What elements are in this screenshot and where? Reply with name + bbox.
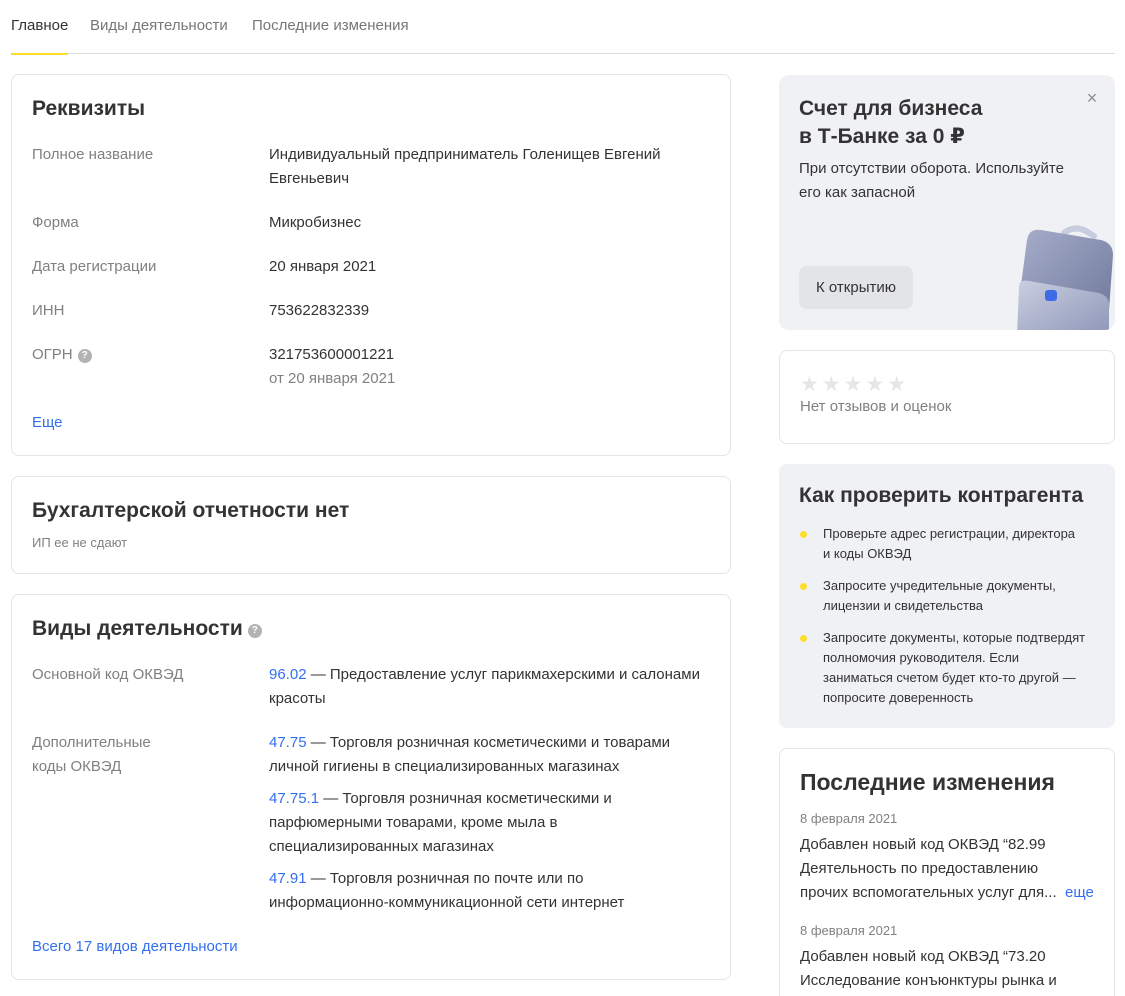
change-text-line: Исследование конъюнктуры рынка и	[800, 972, 1057, 989]
check-item-text: Проверьте адрес регистрации, директора	[823, 526, 1076, 541]
requisites-title: Реквизиты	[32, 97, 146, 120]
accounting-subtitle: ИП ее не сдают	[32, 535, 128, 550]
main-okved-value	[269, 663, 714, 711]
change-text-line: Деятельность по предоставлению	[800, 860, 1039, 877]
okved-code-link[interactable]: 47.91	[269, 870, 307, 887]
full-name-line-1: Индивидуальный предприниматель Голенищев Евгений	[269, 146, 661, 163]
change-text-line: Добавлен новый код ОКВЭД “82.99	[800, 836, 1046, 853]
okved-description: — Торговля розничная по почте или по	[310, 870, 584, 887]
bullet-icon	[800, 583, 807, 590]
tab-main[interactable]: Главное	[11, 17, 68, 54]
check-item-text: Запросите документы, которые подтвердят	[823, 630, 1086, 645]
change-date: 8 февраля 2021	[800, 811, 898, 826]
changes-title: Последние изменения	[800, 769, 1055, 795]
check-item-text: попросите доверенность	[823, 690, 974, 705]
okved-description: красоты	[269, 690, 326, 707]
okved-code-link[interactable]: 96.02	[269, 666, 307, 683]
extra-okved-item	[269, 731, 714, 779]
change-text	[800, 945, 1100, 993]
inn-label: ИНН	[32, 302, 65, 319]
registration-date-value: 20 января 2021	[269, 258, 377, 275]
form-label: Форма	[32, 214, 79, 231]
check-title: Как проверить контрагента	[799, 484, 1084, 507]
check-item-text: заниматься счетом будет кто-то другой —	[823, 670, 1076, 685]
full-name-line-2: Евгеньевич	[269, 170, 350, 187]
check-item-text: Запросите учредительные документы,	[823, 578, 1056, 593]
ogrn-date: от 20 января 2021	[269, 370, 396, 387]
change-text-line: прочих вспомогательных услуг для...	[800, 884, 1057, 901]
okved-description: парфюмерными товарами, кроме мыла в	[269, 814, 558, 831]
more-link[interactable]: Еще	[32, 414, 63, 431]
tab-changes[interactable]: Последние изменения	[252, 17, 409, 34]
tab-bar	[11, 0, 1115, 54]
okved-code-link[interactable]: 47.75	[269, 734, 307, 751]
activities-card	[11, 594, 731, 980]
rating-stars[interactable]: ★★★★★	[800, 373, 910, 396]
okved-description: информационно-коммуникационной сети интернет	[269, 894, 625, 911]
promo-title-line-2: в Т-Банке за 0 ₽	[799, 125, 965, 148]
question-icon[interactable]: ?	[248, 624, 262, 638]
extra-okved-label	[32, 731, 151, 779]
ogrn-label-wrap	[32, 343, 92, 367]
accounting-card	[11, 476, 731, 574]
check-contractor-card	[779, 464, 1115, 728]
okved-description: личной гигиены в специализированных магазинах	[269, 758, 620, 775]
bullet-icon	[800, 635, 807, 642]
promo-text	[799, 157, 1089, 205]
extra-okved-label-line-1: Дополнительные	[32, 734, 151, 751]
requisites-card	[11, 74, 731, 456]
check-item	[823, 576, 1095, 616]
extra-okved-item	[269, 787, 714, 859]
promo-title-line-1: Счет для бизнеса	[799, 97, 983, 120]
ogrn-value: 321753600001221	[269, 346, 395, 363]
full-name-value	[269, 143, 661, 191]
form-value: Микробизнес	[269, 214, 362, 231]
more-link[interactable]: еще	[1065, 884, 1094, 901]
rating-text: Нет отзывов и оценок	[800, 398, 952, 415]
registration-date-label: Дата регистрации	[32, 258, 157, 275]
question-icon[interactable]: ?	[78, 349, 92, 363]
okved-description: специализированных магазинах	[269, 838, 494, 855]
inn-value: 753622832339	[269, 302, 370, 319]
check-item-text: полномочия руководителя. Если	[823, 650, 1020, 665]
open-account-button[interactable]: К открытию	[799, 266, 913, 309]
rating-card	[779, 350, 1115, 444]
ogrn-label: ОГРН	[32, 346, 73, 363]
bullet-icon	[800, 531, 807, 538]
check-item-text: лицензии и свидетельства	[823, 598, 983, 613]
full-name-label: Полное название	[32, 146, 154, 163]
check-item-text: и коды ОКВЭД	[823, 546, 912, 561]
close-icon[interactable]: ×	[1086, 88, 1098, 108]
promo-text-line-1: При отсутствии оборота. Используйте	[799, 160, 1064, 177]
main-okved-label: Основной код ОКВЭД	[32, 666, 184, 683]
okved-description: — Торговля розничная косметическими и	[323, 790, 612, 807]
check-item	[823, 628, 1095, 708]
activities-title-wrap	[32, 617, 262, 641]
recent-changes-card	[779, 748, 1115, 996]
okved-description: — Торговля розничная косметическими и товарами	[310, 734, 671, 751]
promo-text-line-2: его как запасной	[799, 184, 916, 201]
briefcase-icon	[999, 215, 1115, 330]
change-date: 8 февраля 2021	[800, 923, 898, 938]
all-activities-link[interactable]: Всего 17 видов деятельности	[32, 938, 238, 955]
promo-title	[799, 95, 1039, 151]
change-text	[800, 833, 1100, 905]
check-item	[823, 524, 1095, 564]
extra-okved-label-line-2: коды ОКВЭД	[32, 758, 122, 775]
promo-banner	[779, 75, 1115, 330]
accounting-title: Бухгалтерской отчетности нет	[32, 499, 350, 522]
extra-okved-item	[269, 867, 714, 915]
okved-code-link[interactable]: 47.75.1	[269, 790, 320, 807]
okved-description: — Предоставление услуг парикмахерскими и салонами	[310, 666, 700, 683]
change-text-line: Добавлен новый код ОКВЭД “73.20	[800, 948, 1046, 965]
tab-activities[interactable]: Виды деятельности	[90, 17, 228, 34]
activities-title: Виды деятельности	[32, 617, 243, 640]
